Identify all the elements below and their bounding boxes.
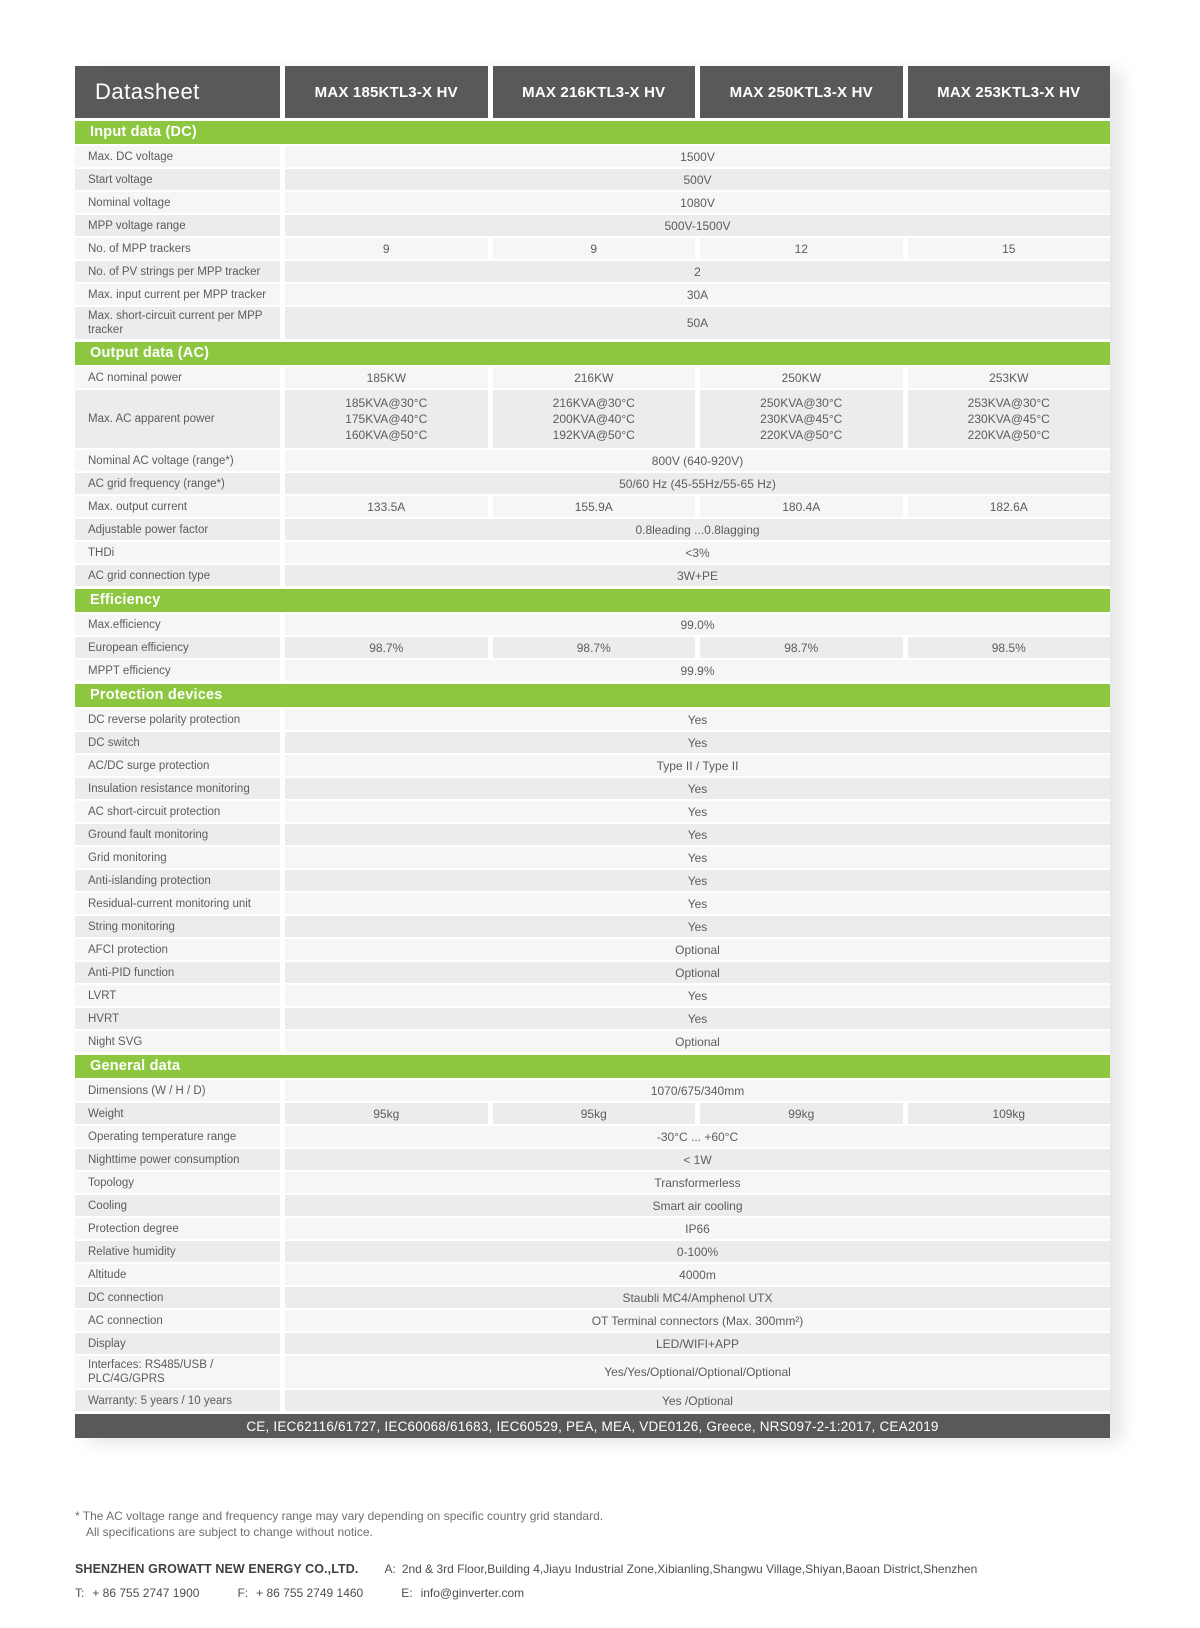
spec-label: AC grid frequency (range*) <box>75 473 280 494</box>
footer-address-line <box>75 1562 1155 1576</box>
spec-value: 15 <box>908 238 1111 259</box>
spec-value: 0-100% <box>285 1241 1110 1262</box>
spec-label: Insulation resistance monitoring <box>75 778 280 799</box>
spec-row-no-of-pv-strings-per-mpp-tracker <box>75 261 1110 282</box>
spec-row-max-efficiency <box>75 614 1110 635</box>
spec-label: Operating temperature range <box>75 1126 280 1147</box>
fax-item <box>237 1586 363 1600</box>
spec-row-hvrt <box>75 1008 1110 1029</box>
spec-row-warranty-5-years-10-years <box>75 1390 1110 1411</box>
table-header-row <box>75 66 1110 118</box>
spec-row-ac-grid-connection-type <box>75 565 1110 586</box>
spec-row-dc-reverse-polarity-protection <box>75 709 1110 730</box>
spec-row-ac-connection <box>75 1310 1110 1331</box>
footer-contact-line <box>75 1586 1155 1600</box>
spec-value: Yes <box>285 847 1110 868</box>
spec-label: Max. input current per MPP tracker <box>75 284 280 305</box>
spec-value: Yes <box>285 916 1110 937</box>
spec-value <box>700 390 903 448</box>
spec-value-line: 250KVA@30°C <box>760 396 843 410</box>
spec-value: 2 <box>285 261 1110 282</box>
spec-row-operating-temperature-range <box>75 1126 1110 1147</box>
spec-label: Interfaces: RS485/USB / PLC/4G/GPRS <box>75 1356 280 1388</box>
spec-value: Transformerless <box>285 1172 1110 1193</box>
certifications-bar: CE, IEC62116/61727, IEC60068/61683, IEC60529, PEA, MEA, VDE0126, Greece, NRS097-2-1:2017, CEA2019 <box>75 1414 1110 1438</box>
spec-value: 182.6A <box>908 496 1111 517</box>
phone-number: + 86 755 2747 1900 <box>92 1586 200 1600</box>
spec-row-nominal-voltage <box>75 192 1110 213</box>
spec-label: AC/DC surge protection <box>75 755 280 776</box>
spec-label: Cooling <box>75 1195 280 1216</box>
spec-value: -30°C ... +60°C <box>285 1126 1110 1147</box>
spec-row-max-ac-apparent-power <box>75 390 1110 448</box>
spec-value: Yes <box>285 732 1110 753</box>
spec-value: 216KW <box>493 367 696 388</box>
footer <box>75 1562 1155 1600</box>
spec-row-max-output-current <box>75 496 1110 517</box>
spec-label: Display <box>75 1333 280 1354</box>
spec-label: Start voltage <box>75 169 280 190</box>
spec-value-line: 175KVA@40°C <box>345 412 428 426</box>
section-title: Input data (DC) <box>75 121 1110 144</box>
spec-value: 9 <box>493 238 696 259</box>
spec-label: Max. short-circuit current per MPP tracker <box>75 307 280 339</box>
company-address: 2nd & 3rd Floor,Building 4,Jiayu Industrial Zone,Xibianling,Shangwu Village,Shiyan,Baoan District,Shenzhen <box>401 1562 978 1576</box>
spec-row-ac-nominal-power <box>75 367 1110 388</box>
spec-row-start-voltage <box>75 169 1110 190</box>
spec-row-max-dc-voltage <box>75 146 1110 167</box>
spec-value: 99.0% <box>285 614 1110 635</box>
spec-value: 99.9% <box>285 660 1110 681</box>
spec-value: 1500V <box>285 146 1110 167</box>
spec-row-mpp-voltage-range <box>75 215 1110 236</box>
spec-label: Nominal AC voltage (range*) <box>75 450 280 471</box>
spec-value: Yes/Yes/Optional/Optional/Optional <box>285 1356 1110 1388</box>
spec-label: Relative humidity <box>75 1241 280 1262</box>
model-column-header: MAX 253KTL3-X HV <box>908 66 1111 118</box>
spec-value: 50/60 Hz (45-55Hz/55-65 Hz) <box>285 473 1110 494</box>
phone-item <box>75 1586 199 1600</box>
spec-value-line: 192KVA@50°C <box>552 428 635 442</box>
section-title: Protection devices <box>75 684 1110 707</box>
spec-value: 133.5A <box>285 496 488 517</box>
spec-label: AC short-circuit protection <box>75 801 280 822</box>
datasheet-title: Datasheet <box>75 66 280 118</box>
spec-row-protection-degree <box>75 1218 1110 1239</box>
section-title: General data <box>75 1055 1110 1078</box>
spec-value: 155.9A <box>493 496 696 517</box>
spec-value: Type II / Type II <box>285 755 1110 776</box>
spec-value-line: 220KVA@50°C <box>760 428 843 442</box>
spec-label: AC nominal power <box>75 367 280 388</box>
spec-row-no-of-mpp-trackers <box>75 238 1110 259</box>
spec-label: AC grid connection type <box>75 565 280 586</box>
spec-value: 800V (640-920V) <box>285 450 1110 471</box>
spec-label: Warranty: 5 years / 10 years <box>75 1390 280 1411</box>
spec-value: 180.4A <box>700 496 903 517</box>
spec-label: Max.efficiency <box>75 614 280 635</box>
spec-label: DC connection <box>75 1287 280 1308</box>
email-label: E: <box>401 1586 413 1600</box>
spec-label: Nominal voltage <box>75 192 280 213</box>
spec-value: <3% <box>285 542 1110 563</box>
spec-value: 253KW <box>908 367 1111 388</box>
spec-row-adjustable-power-factor <box>75 519 1110 540</box>
spec-label: Anti-islanding protection <box>75 870 280 891</box>
spec-row-lvrt <box>75 985 1110 1006</box>
spec-label: Max. DC voltage <box>75 146 280 167</box>
spec-value: 3W+PE <box>285 565 1110 586</box>
spec-row-nighttime-power-consumption <box>75 1149 1110 1170</box>
spec-value: Yes <box>285 985 1110 1006</box>
footnote-grid-standard: * The AC voltage range and frequency range may vary depending on specific country grid standard. <box>75 1509 604 1523</box>
fax-label: F: <box>237 1586 249 1600</box>
spec-label: Max. output current <box>75 496 280 517</box>
spec-label: Altitude <box>75 1264 280 1285</box>
spec-value: 500V <box>285 169 1110 190</box>
spec-value: Yes <box>285 824 1110 845</box>
spec-value: 98.5% <box>908 637 1111 658</box>
spec-value: 500V-1500V <box>285 215 1110 236</box>
spec-row-dc-switch <box>75 732 1110 753</box>
spec-value: Yes <box>285 801 1110 822</box>
spec-row-grid-monitoring <box>75 847 1110 868</box>
spec-label: Night SVG <box>75 1031 280 1052</box>
spec-value: 1080V <box>285 192 1110 213</box>
spec-row-topology <box>75 1172 1110 1193</box>
spec-value: Yes <box>285 778 1110 799</box>
section-input-data-dc <box>75 121 1110 339</box>
address-label: A: <box>384 1562 396 1576</box>
spec-value: 50A <box>285 307 1110 339</box>
spec-row-interfaces-rs485-usb-plc-4g-gprs <box>75 1356 1110 1388</box>
spec-label: String monitoring <box>75 916 280 937</box>
spec-value: Yes <box>285 870 1110 891</box>
spec-row-insulation-resistance-monitoring <box>75 778 1110 799</box>
spec-value: Smart air cooling <box>285 1195 1110 1216</box>
spec-label: Nighttime power consumption <box>75 1149 280 1170</box>
spec-label: Ground fault monitoring <box>75 824 280 845</box>
spec-value-line: 220KVA@50°C <box>967 428 1050 442</box>
spec-label: No. of MPP trackers <box>75 238 280 259</box>
spec-row-ac-short-circuit-protection <box>75 801 1110 822</box>
spec-value: Yes /Optional <box>285 1390 1110 1411</box>
spec-value: 4000m <box>285 1264 1110 1285</box>
spec-value: 250KW <box>700 367 903 388</box>
section-title: Efficiency <box>75 589 1110 612</box>
spec-value: 109kg <box>908 1103 1111 1124</box>
spec-value: 185KW <box>285 367 488 388</box>
spec-row-relative-humidity <box>75 1241 1110 1262</box>
spec-value-line: 253KVA@30°C <box>967 396 1050 410</box>
footnotes <box>75 1508 975 1540</box>
spec-value: 9 <box>285 238 488 259</box>
spec-value: Yes <box>285 893 1110 914</box>
spec-value: Optional <box>285 1031 1110 1052</box>
spec-row-ac-grid-frequency-range <box>75 473 1110 494</box>
spec-label: Residual-current monitoring unit <box>75 893 280 914</box>
spec-value: 95kg <box>285 1103 488 1124</box>
spec-value: IP66 <box>285 1218 1110 1239</box>
spec-value: 99kg <box>700 1103 903 1124</box>
spec-label: Grid monitoring <box>75 847 280 868</box>
section-title: Output data (AC) <box>75 342 1110 365</box>
spec-label: MPPT efficiency <box>75 660 280 681</box>
spec-value: LED/WIFI+APP <box>285 1333 1110 1354</box>
spec-row-string-monitoring <box>75 916 1110 937</box>
spec-row-display <box>75 1333 1110 1354</box>
model-column-header: MAX 185KTL3-X HV <box>285 66 488 118</box>
spec-row-dc-connection <box>75 1287 1110 1308</box>
phone-label: T: <box>75 1586 85 1600</box>
spec-label: Max. AC apparent power <box>75 390 280 448</box>
section-protection-devices <box>75 684 1110 1052</box>
spec-value: 98.7% <box>493 637 696 658</box>
spec-value: 98.7% <box>700 637 903 658</box>
spec-value: Yes <box>285 1008 1110 1029</box>
spec-value-line: 230KVA@45°C <box>760 412 843 426</box>
spec-label: European efficiency <box>75 637 280 658</box>
spec-value <box>908 390 1111 448</box>
spec-row-anti-islanding-protection <box>75 870 1110 891</box>
spec-row-ground-fault-monitoring <box>75 824 1110 845</box>
company-name: SHENZHEN GROWATT NEW ENERGY CO.,LTD. <box>75 1562 359 1576</box>
spec-row-night-svg <box>75 1031 1110 1052</box>
spec-value: 12 <box>700 238 903 259</box>
spec-row-anti-pid-function <box>75 962 1110 983</box>
spec-label: THDi <box>75 542 280 563</box>
spec-value: Optional <box>285 962 1110 983</box>
spec-row-dimensions-w-h-d <box>75 1080 1110 1101</box>
spec-label: LVRT <box>75 985 280 1006</box>
section-output-data-ac <box>75 342 1110 586</box>
spec-label: Adjustable power factor <box>75 519 280 540</box>
spec-sections <box>75 121 1110 1411</box>
spec-label: DC switch <box>75 732 280 753</box>
model-column-header: MAX 216KTL3-X HV <box>493 66 696 118</box>
spec-value: 95kg <box>493 1103 696 1124</box>
section-efficiency <box>75 589 1110 681</box>
spec-value-line: 200KVA@40°C <box>552 412 635 426</box>
spec-value: 30A <box>285 284 1110 305</box>
spec-value <box>493 390 696 448</box>
spec-label: DC reverse polarity protection <box>75 709 280 730</box>
spec-value: Optional <box>285 939 1110 960</box>
spec-value: 98.7% <box>285 637 488 658</box>
spec-label: MPP voltage range <box>75 215 280 236</box>
fax-number: + 86 755 2749 1460 <box>256 1586 364 1600</box>
email-address: info@ginverter.com <box>420 1586 525 1600</box>
spec-value-line: 160KVA@50°C <box>345 428 428 442</box>
spec-value: Yes <box>285 709 1110 730</box>
footnote-specs-change: All specifications are subject to change without notice. <box>86 1525 373 1539</box>
spec-value: 0.8leading ...0.8lagging <box>285 519 1110 540</box>
spec-row-nominal-ac-voltage-range <box>75 450 1110 471</box>
spec-label: AC connection <box>75 1310 280 1331</box>
spec-value: 1070/675/340mm <box>285 1080 1110 1101</box>
spec-label: Dimensions (W / H / D) <box>75 1080 280 1101</box>
spec-row-afci-protection <box>75 939 1110 960</box>
spec-label: Weight <box>75 1103 280 1124</box>
spec-value: Staubli MC4/Amphenol UTX <box>285 1287 1110 1308</box>
section-general-data <box>75 1055 1110 1411</box>
spec-label: Topology <box>75 1172 280 1193</box>
spec-row-weight <box>75 1103 1110 1124</box>
spec-row-residual-current-monitoring-unit <box>75 893 1110 914</box>
spec-row-max-input-current-per-mpp-tracker <box>75 284 1110 305</box>
spec-value-line: 216KVA@30°C <box>552 396 635 410</box>
spec-row-thdi <box>75 542 1110 563</box>
spec-label: No. of PV strings per MPP tracker <box>75 261 280 282</box>
spec-value: OT Terminal connectors (Max. 300mm²) <box>285 1310 1110 1331</box>
spec-table <box>75 66 1110 1438</box>
spec-row-altitude <box>75 1264 1110 1285</box>
email-item <box>401 1586 524 1600</box>
spec-label: AFCI protection <box>75 939 280 960</box>
spec-value <box>285 390 488 448</box>
spec-label: HVRT <box>75 1008 280 1029</box>
spec-row-max-short-circuit-current-per-mpp-tracker <box>75 307 1110 339</box>
spec-row-cooling <box>75 1195 1110 1216</box>
spec-row-mppt-efficiency <box>75 660 1110 681</box>
spec-label: Anti-PID function <box>75 962 280 983</box>
spec-value-line: 185KVA@30°C <box>345 396 428 410</box>
spec-row-european-efficiency <box>75 637 1110 658</box>
spec-row-ac-dc-surge-protection <box>75 755 1110 776</box>
spec-label: Protection degree <box>75 1218 280 1239</box>
model-column-header: MAX 250KTL3-X HV <box>700 66 903 118</box>
spec-value-line: 230KVA@45°C <box>967 412 1050 426</box>
spec-value: < 1W <box>285 1149 1110 1170</box>
